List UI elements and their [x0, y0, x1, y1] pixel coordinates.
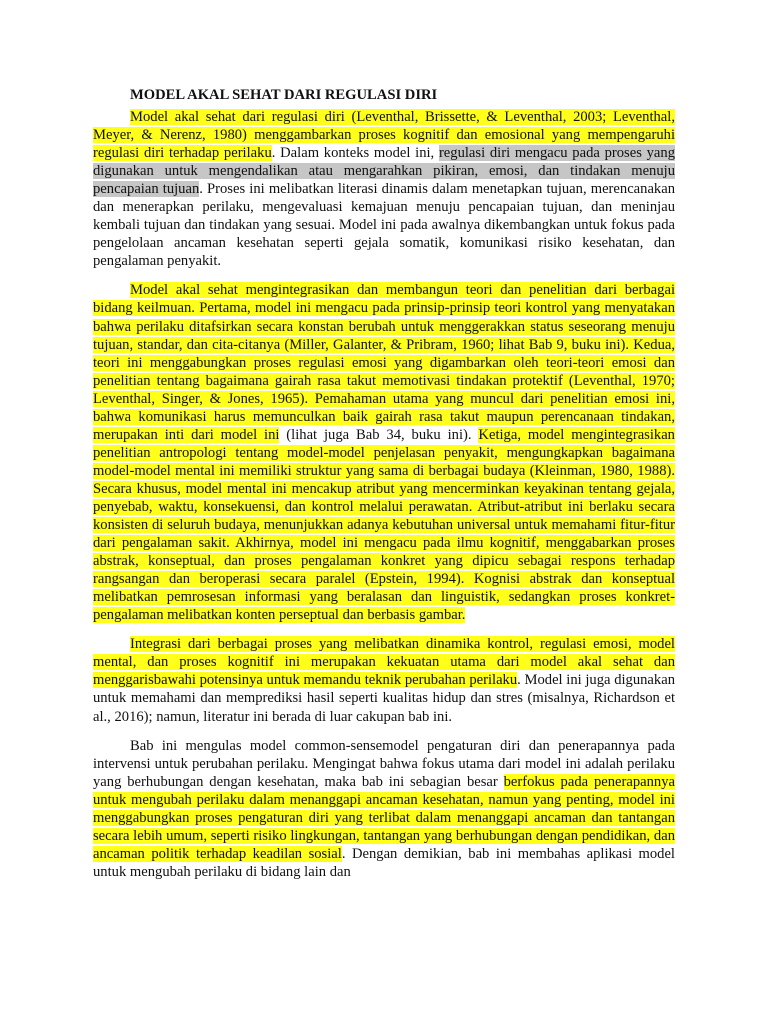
text-run: . Dalam konteks model ini,	[271, 145, 439, 162]
text-run: regulasi diri mengacu pada proses yang digunakan untuk mengendalikan atau mengarahkan pikiran, emosi, dan tindakan menuju pencapaian tujuan	[93, 145, 675, 198]
text-run: Model akal sehat mengintegrasikan dan membangun teori dan penelitian dari berbagai bidang keilmuan. Pertama, model ini mengacu pada prinsip-prinsip teori kontrol yang menyatakan bahwa perilaku ditafsirkan secara konstan berubah untuk menggerakkan status seseorang menuju tujuan, standar, dan cita-citanya (Miller, Galanter, & Pribram, 1960; lihat Bab 9, buku ini). Kedua, teori ini menggabungkan proses regulasi emosi yang digambarkan oleh teori-teori emosi dan penelitian tentang bagaimana gairah rasa takut memotivasi tindakan protektif (Leventhal, 1970; Leventhal, Singer, & Jones, 1965). Pemahaman utama yang muncul dari penelitian emosi ini, bahwa komunikasi harus memunculkan baik gairah rasa takut maupun perencanaan tindakan, merupakan inti dari model ini	[93, 282, 675, 443]
text-run: Integrasi dari berbagai proses yang melibatkan dinamika kontrol, regulasi emosi, model mental, dan proses kognitif ini merupakan kekuatan utama dari model akal sehat dan menggarisbawahi potensinya untuk memandu teknik perubahan perilaku	[93, 636, 675, 689]
text-run: . Model ini juga digunakan untuk memahami dan memprediksi hasil seperti kualitas hidup dan stres (misalnya, Richardson et al., 2016); namun, literatur ini berada di luar cakupan bab ini.	[93, 672, 675, 725]
text-run: Ketiga, model mengintegrasikan penelitian antropologi tentang model-model penjelasan penyakit, mengungkapkan bagaimana model-model mental ini memiliki struktur yang sama di berbagai budaya (Kleinman, 1980, 1988). Secara khusus, model mental ini mencakup atribut yang mencerminkan keyakinan tentang gejala, penyebab, waktu, konsekuensi, dan kontrol melalui perawatan. Atribut-atribut ini berlaku secara konsisten di seluruh budaya, menunjukkan adanya kebutuhan universal untuk memahami fitur-fitur dari pengalaman sakit. Akhirnya, model ini mengacu pada ilmu kognitif, menggabarkan proses abstrak, konseptual, dan proses pengalaman konkret yang dipicu sebagai respons terhadap rangsangan dan beroperasi secara paralel (Epstein, 1994). Kognisi abstrak dan konseptual melibatkan pemrosesan informasi yang beralasan dan linguistik, sedangkan proses konkret-pengalaman melibatkan konten perseptual dan berbasis gambar.	[93, 426, 675, 624]
document-title: MODEL AKAL SEHAT DARI REGULASI DIRI	[130, 87, 438, 103]
paragraph-1	[93, 108, 675, 270]
text-run: (lihat juga Bab 34, buku ini).	[279, 426, 479, 443]
paragraph-2	[93, 281, 675, 624]
text-run: berfokus pada penerapannya untuk mengubah perilaku dalam menanggapi ancaman kesehatan, namun yang penting, model ini menggabungkan proses pengaturan diri yang terlibat dalam menanggapi ancaman dan tantangan secara lebih umum, seperti risiko lingkungan, tantangan yang berhubungan dengan pendidikan, dan ancaman politik terhadap keadilan sosial	[93, 773, 675, 862]
paragraph-4	[93, 737, 675, 881]
text-run: . Proses ini melibatkan literasi dinamis dalam menetapkan tujuan, merencanakan dan menerapkan perilaku, mengevaluasi kemajuan menuju pencapaian tujuan, dan meninjau kembali tujuan dan tindakan yang sesuai. Model ini pada awalnya dikembangkan untuk fokus pada pengelolaan ancaman kesehatan seperti gejala somatik, komunikasi risiko kesehatan, dan pengalaman penyakit.	[93, 181, 675, 270]
text-run: . Dengan demikian, bab ini membahas aplikasi model untuk mengubah perilaku di bidang lain dan	[93, 845, 675, 880]
text-run: Model akal sehat dari regulasi diri (Leventhal, Brissette, & Leventhal, 2003; Leventhal, Meyer, & Nerenz, 1980) menggambarkan proses kognitif dan emosional yang mempengaruhi regulasi diri terhadap perilaku	[93, 109, 675, 162]
text-run: Bab ini mengulas model common-sensemodel pengaturan diri dan penerapannya pada intervensi untuk perubahan perilaku. Mengingat bahwa fokus utama dari model ini adalah perilaku yang berhubungan dengan kesehatan, maka bab ini sebagian besar	[93, 737, 675, 790]
paragraph-3	[93, 635, 675, 725]
